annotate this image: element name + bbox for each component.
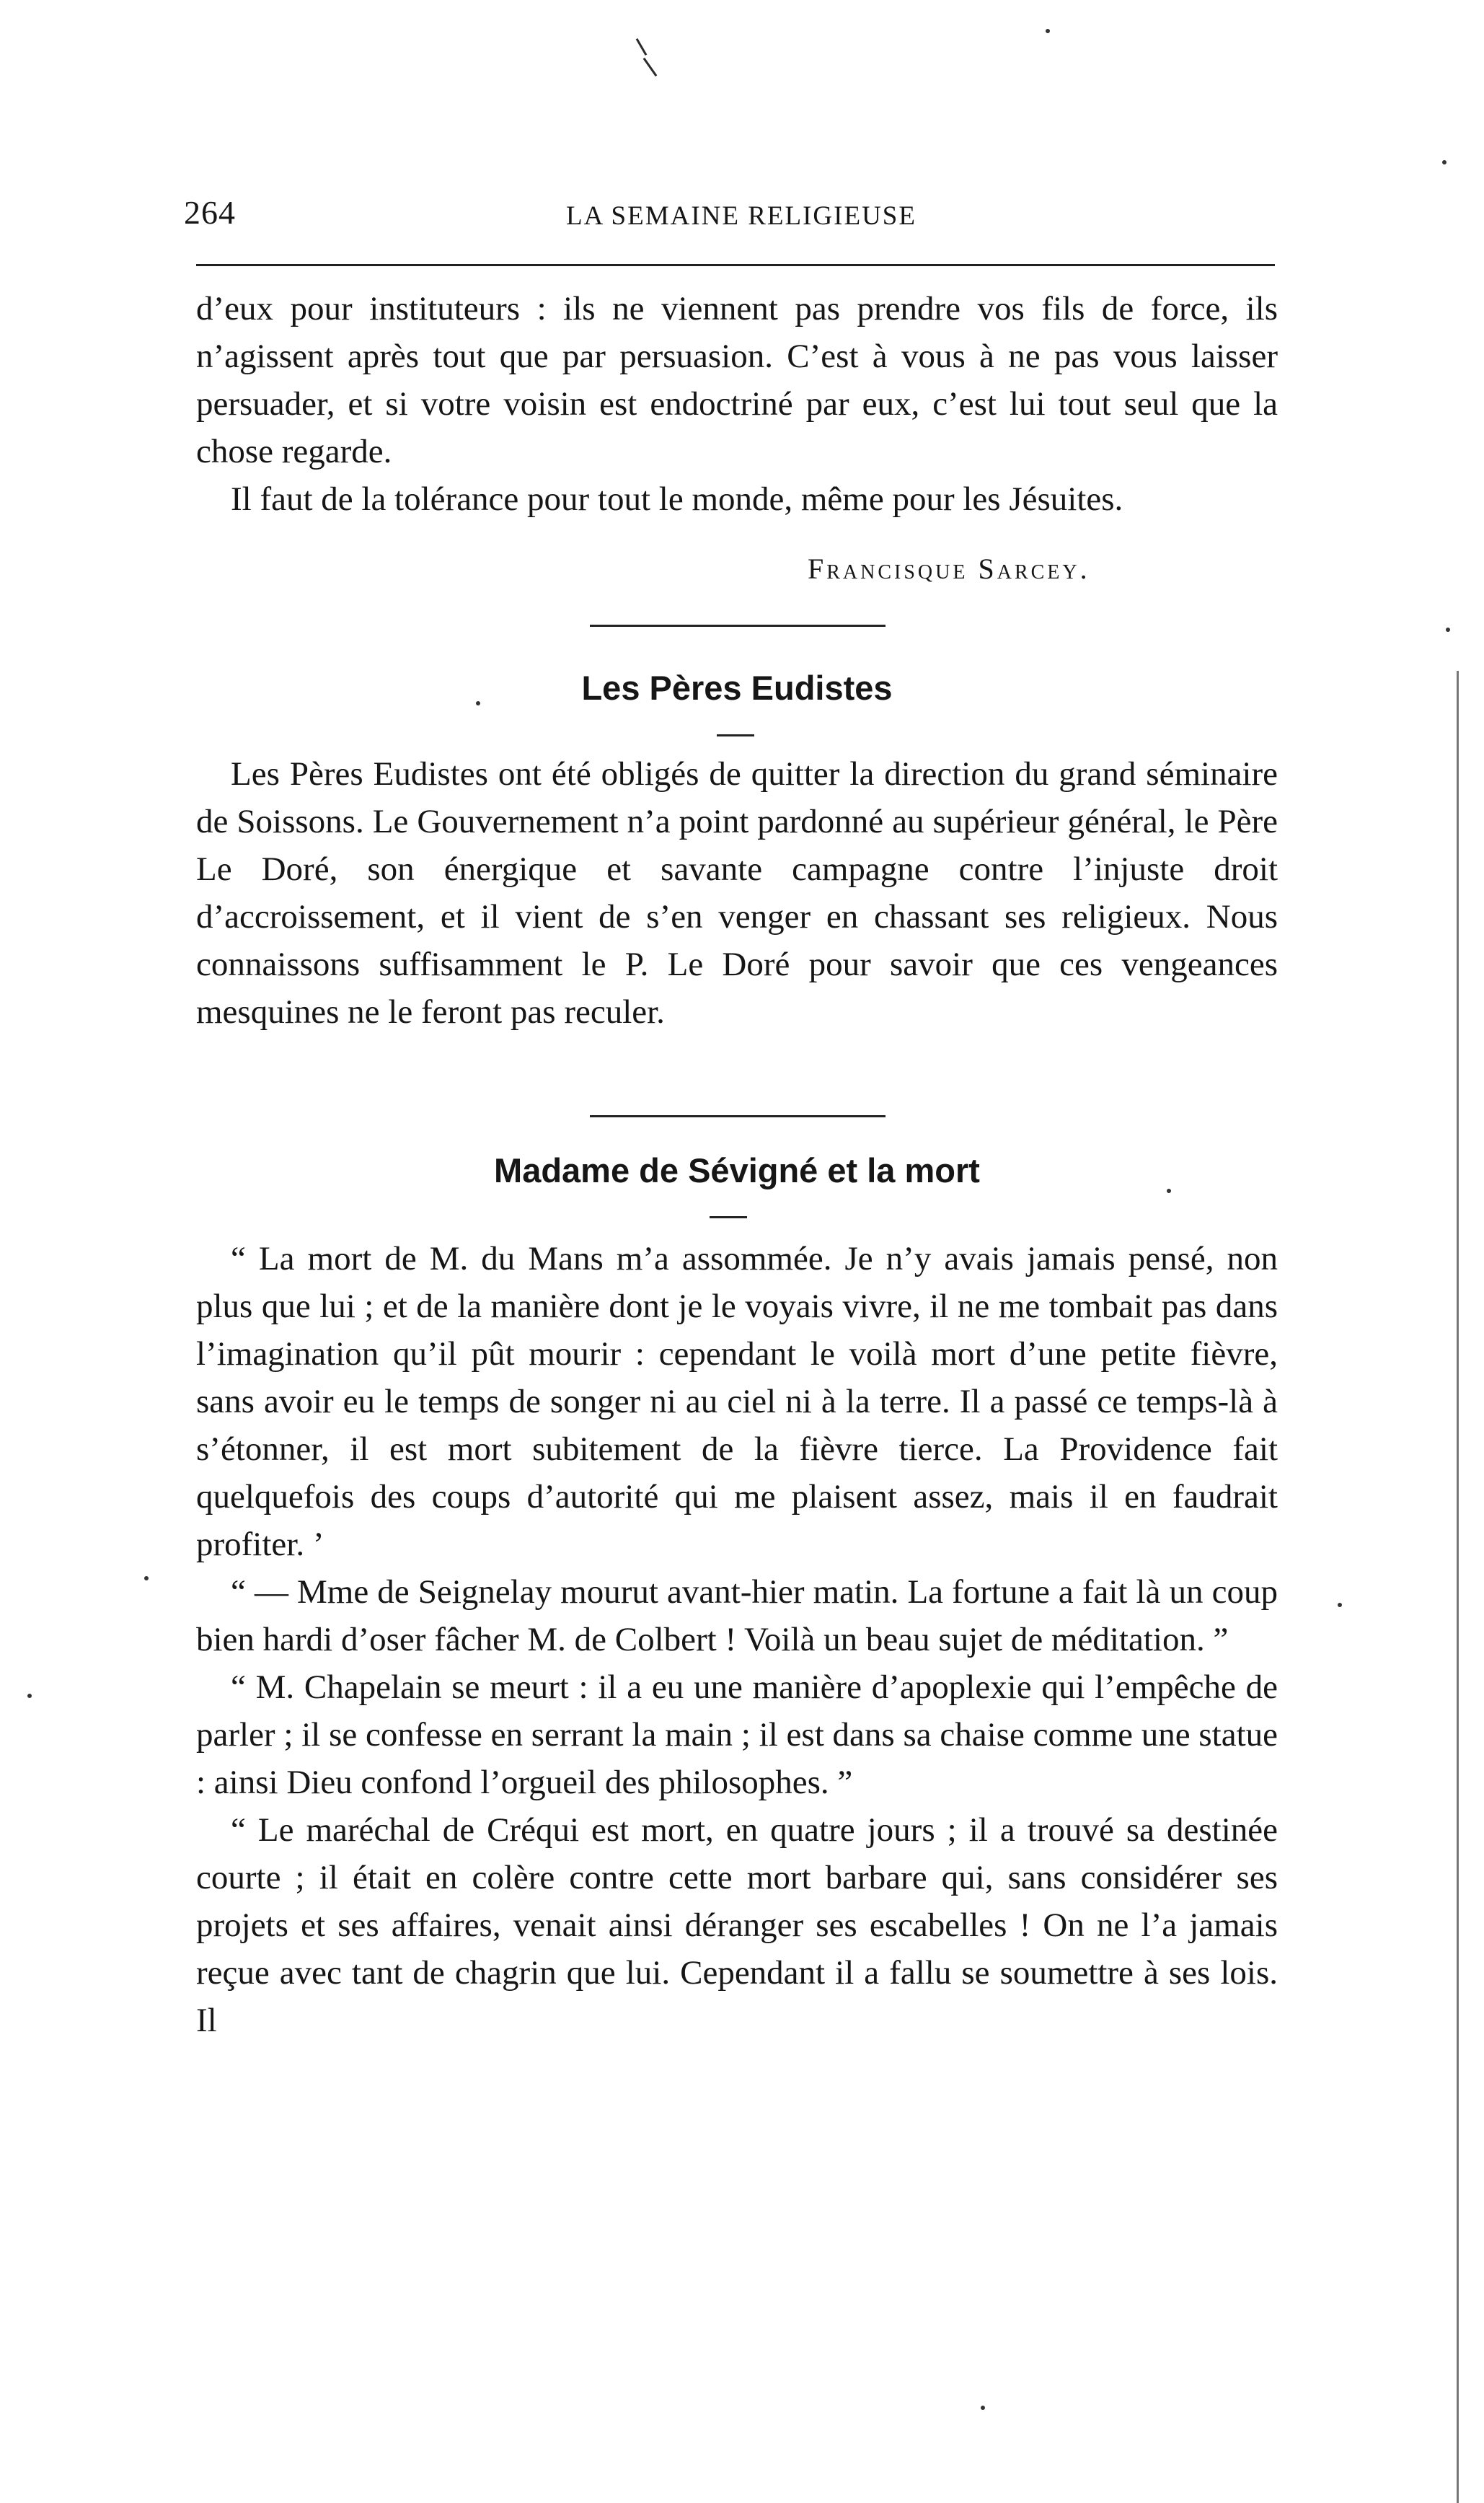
paragraph: “ — Mme de Seignelay mourut avant-hier matin. La fortune a fait là un coup bien hardi d’oser fâcher M. de Colbert ! Voilà un beau sujet de méditation. ” [196, 1573, 1278, 1658]
page-number: 264 [184, 194, 236, 231]
section-divider [590, 1115, 885, 1117]
paragraph: “ La mort de M. du Mans m’a assommée. Je n’y avais jamais pensé, non plus que lui ; et de la manière dont je le voyais vivre, il ne me tombait pas dans l’imagination qu’il pût mourir : cependant le voilà mort d’une petite fièvre, sans avoir eu le temps de songer ni au ciel ni à la terre. Il a passé ce temps-là à s’étonner, il est mort subitement de la fièvre tierce. La Providence fait quelquefois des coups d’autorité qui me plaisent assez, mais il en faudrait profiter. ’ [196, 1240, 1278, 1563]
scan-speck [27, 1694, 32, 1698]
scan-speck [1338, 1603, 1342, 1607]
section-title-eudistes: Les Pères Eudistes [581, 669, 893, 707]
intro-text [196, 285, 1278, 523]
section-eudistes-text [196, 750, 1278, 1036]
paragraph: d’eux pour instituteurs : ils ne viennent pas prendre vos fils de force, ils n’agissent après tout que par persuasion. C’est à vous à ne pas vous laisser persuader, et si votre voisin est endoctriné par eux, c’est lui tout seul que la chose regarde. [196, 290, 1278, 470]
paragraph: “ Le maréchal de Créqui est mort, en quatre jours ; il a trouvé sa destinée courte ; il était en colère contre cette mort barbare qui, sans considérer ses projets et ses affaires, venait ainsi déranger ses escabelles ! On ne l’a jamais reçue avec tant de chagrin que lui. Cependant il a fallu se soumettre à ses lois. Il [196, 1811, 1278, 2039]
paragraph: “ M. Chapelain se meurt : il a eu une manière d’apoplexie qui l’empêche de parler ; il se confesse en serrant la main ; il est dans sa chaise comme une statue : ainsi Dieu confond l’orgueil des philosophes. ” [196, 1668, 1278, 1801]
page-header [184, 193, 1287, 244]
section-divider [590, 625, 885, 627]
scan-speck [981, 2406, 985, 2410]
section-sevigne-text [196, 1235, 1278, 2044]
scan-speck [1446, 628, 1450, 632]
paragraph: Les Pères Eudistes ont été obligés de quitter la direction du grand séminaire de Soissons. Le Gouvernement n’a point pardonné au supérieur général, le Père Le Doré, son énergique et savante campagne contre l’injuste droit d’accroissement, et il vient de s’en venger en chassant ses religieux. Nous connaissons suffisamment le P. Le Doré pour savoir que ces vengeances mesquines ne le feront pas reculer. [196, 755, 1278, 1031]
scan-edge-line [1457, 671, 1459, 2503]
running-title: LA SEMAINE RELIGIEUSE [566, 201, 917, 231]
scan-speck [144, 1576, 149, 1580]
paragraph: Il faut de la tolérance pour tout le monde, même pour les Jésuites. [231, 480, 1123, 518]
section-title-sevigne: Madame de Sévigné et la mort [494, 1151, 980, 1189]
scan-speck [1046, 29, 1050, 33]
scan-speck [643, 58, 658, 76]
title-dash [717, 734, 754, 736]
scan-speck [1442, 160, 1447, 164]
author-signature: Francisque Sarcey. [808, 553, 1090, 585]
header-rule [196, 264, 1275, 266]
title-dash [710, 1216, 747, 1218]
scan-speck [636, 38, 648, 56]
